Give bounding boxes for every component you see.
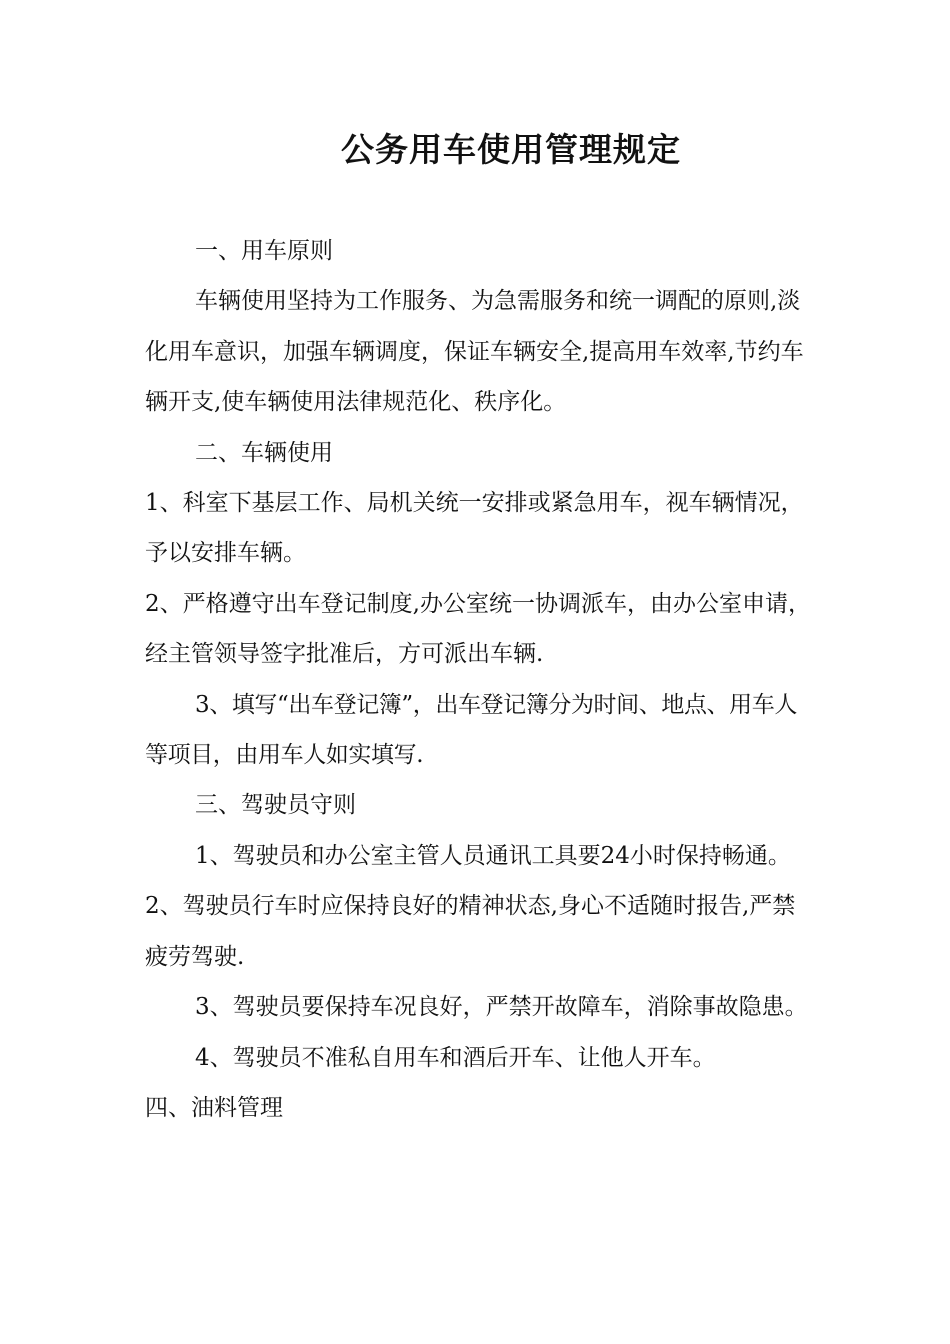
list-item-driver-1: 1、驾驶员和办公室主管人员通讯工具要24小时保持畅通。 [195,842,791,869]
paragraph-principle: 车辆使用坚持为工作服务、为急需服务和统一调配的原则,淡化用车意识，加强车辆调度，保证车辆安全,提高用车效率,节约车辆开支,使车辆使用法律规范化、秩序化。 [145,288,804,416]
list-item-vehicle-use-3: 3、填写“出车登记簿”，出车登记簿分为时间、地点、用车人等项目，由用车人如实填写. [145,691,797,769]
section-heading-2: 二、车辆使用 [195,439,333,466]
document-body [145,226,815,1133]
section-heading-3: 三、驾驶员守则 [195,792,356,819]
document-title: 公务用车使用管理规定 [341,130,681,169]
section-heading-1: 一、用车原则 [195,238,333,264]
list-item-driver-4: 4、驾驶员不准私自用车和酒后开车、让他人开车。 [195,1044,716,1071]
section-heading-4: 四、油料管理 [145,1094,283,1121]
list-item-vehicle-use-2: 2、严格遵守出车登记制度,办公室统一协调派车，由办公室申请，经主管领导签字批准后，方可派出车辆. [145,590,811,668]
list-item-driver-2: 2、驾驶员行车时应保持良好的精神状态,身心不适随时报告,严禁疲劳驾驶. [145,893,796,970]
list-item-vehicle-use-1: 1、科室下基层工作、局机关统一安排或紧急用车，视车辆情况，予以安排车辆。 [145,490,804,567]
list-item-driver-3: 3、驾驶员要保持车况良好，严禁开故障车，消除事故隐患。 [195,994,808,1021]
